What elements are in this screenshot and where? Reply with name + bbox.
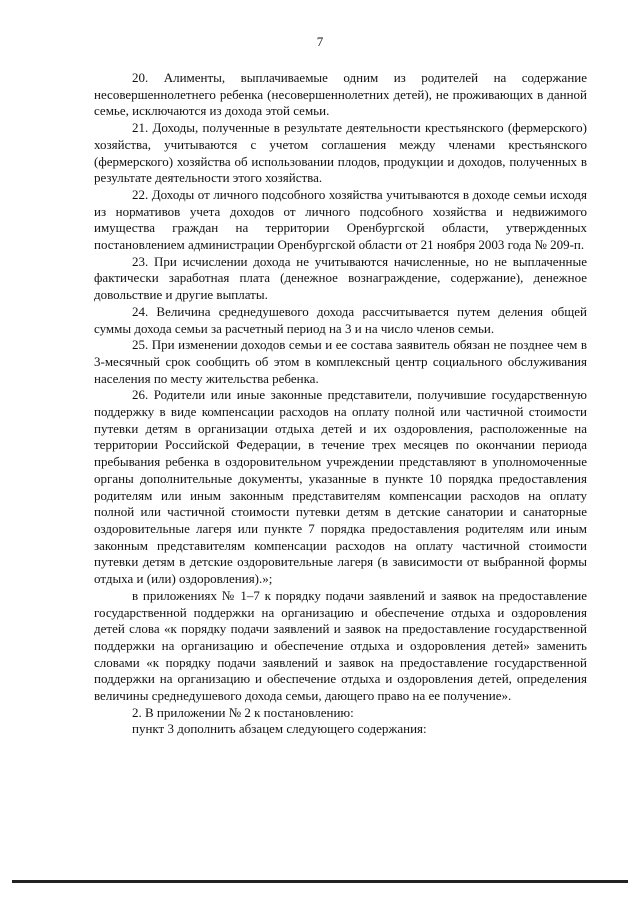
bottom-rule <box>12 880 628 883</box>
page-number: 7 <box>316 34 324 49</box>
paragraph-appendix-amendment: в приложениях № 1–7 к порядку подачи заявлений и заявок на предоставление государственной поддержки на организацию и обеспечение отдыха и оздоровления детей слова «к порядку подачи заявлений и заявок на предоставление государственной поддержки на организацию и обеспечение отдыха и оздоровления детей» заменить словами «к порядку подачи заявлений и заявок на предоставление государственной поддержки на организацию и обеспечение отдыха и оздоровления детей, определения величины среднедушевого дохода семьи, дающего право на ее получение». <box>94 587 587 704</box>
document-body <box>94 70 587 738</box>
paragraph-23: 23. При исчислении дохода не учитываются начисленные, но не выплаченные фактически заработная плата (денежное вознаграждение, содержание), денежное довольствие и другие выплаты. <box>94 253 587 303</box>
paragraph-point-3: пункт 3 дополнить абзацем следующего содержания: <box>132 721 427 737</box>
paragraph-21: 21. Доходы, полученные в результате деятельности крестьянского (фермерского) хозяйства, учитываются с учетом соглашения между членами крестьянского (фермерского) хозяйства об использовании плодов, продукции и доходов, полученных в результате деятельности этого хозяйства. <box>94 120 587 186</box>
paragraph-24: 24. Величина среднедушевого дохода рассчитывается путем деления общей суммы дохода семьи за расчетный период на 3 и на число членов семьи. <box>94 303 587 336</box>
paragraph-26: 26. Родители или иные законные представители, получившие государственную поддержку в виде компенсации расходов на оплату полной или частичной стоимости путевки детям в организации отдыха детей и их оздоровления, расположенные на территории Российской Федерации, в течение трех месяцев по окончании периода пребывания ребенка в оздоровительном учреждении представляют в уполномоченные органы дополнительные документы, указанные в пункте 10 порядка предоставления родителям или иным законным представителям компенсации расходов на оплату полной или частичной стоимости путевки детям в детские санатории и санаторные оздоровительные лагеря или пункте 7 порядка предоставления родителям или иным законным представителям компенсации расходов на оплату частичной стоимости путевки детям в детские оздоровительные лагеря (в зависимости от выбранной формы отдыха и (или) оздоровления).»; <box>94 387 587 587</box>
paragraph-appendix-2: 2. В приложении № 2 к постановлению: <box>132 704 354 720</box>
paragraph-20: 20. Алименты, выплачиваемые одним из родителей на содержание несовершеннолетнего ребенка (несовершеннолетних детей), не проживающих в данной семье, исключаются из дохода этой семьи. <box>94 70 587 119</box>
paragraph-22: 22. Доходы от личного подсобного хозяйства учитываются в доходе семьи исходя из нормативов учета доходов от личного подсобного хозяйства и недвижимого имущества граждан на территории Оренбургской области, утвержденных постановлением администрации Оренбургской области от 21 ноября 2003 года № 209-п. <box>94 186 587 253</box>
paragraph-25: 25. При изменении доходов семьи и ее состава заявитель обязан не позднее чем в 3-месячный срок сообщить об этом в комплексный центр социального обслуживания населения по месту жительства ребенка. <box>94 337 587 386</box>
